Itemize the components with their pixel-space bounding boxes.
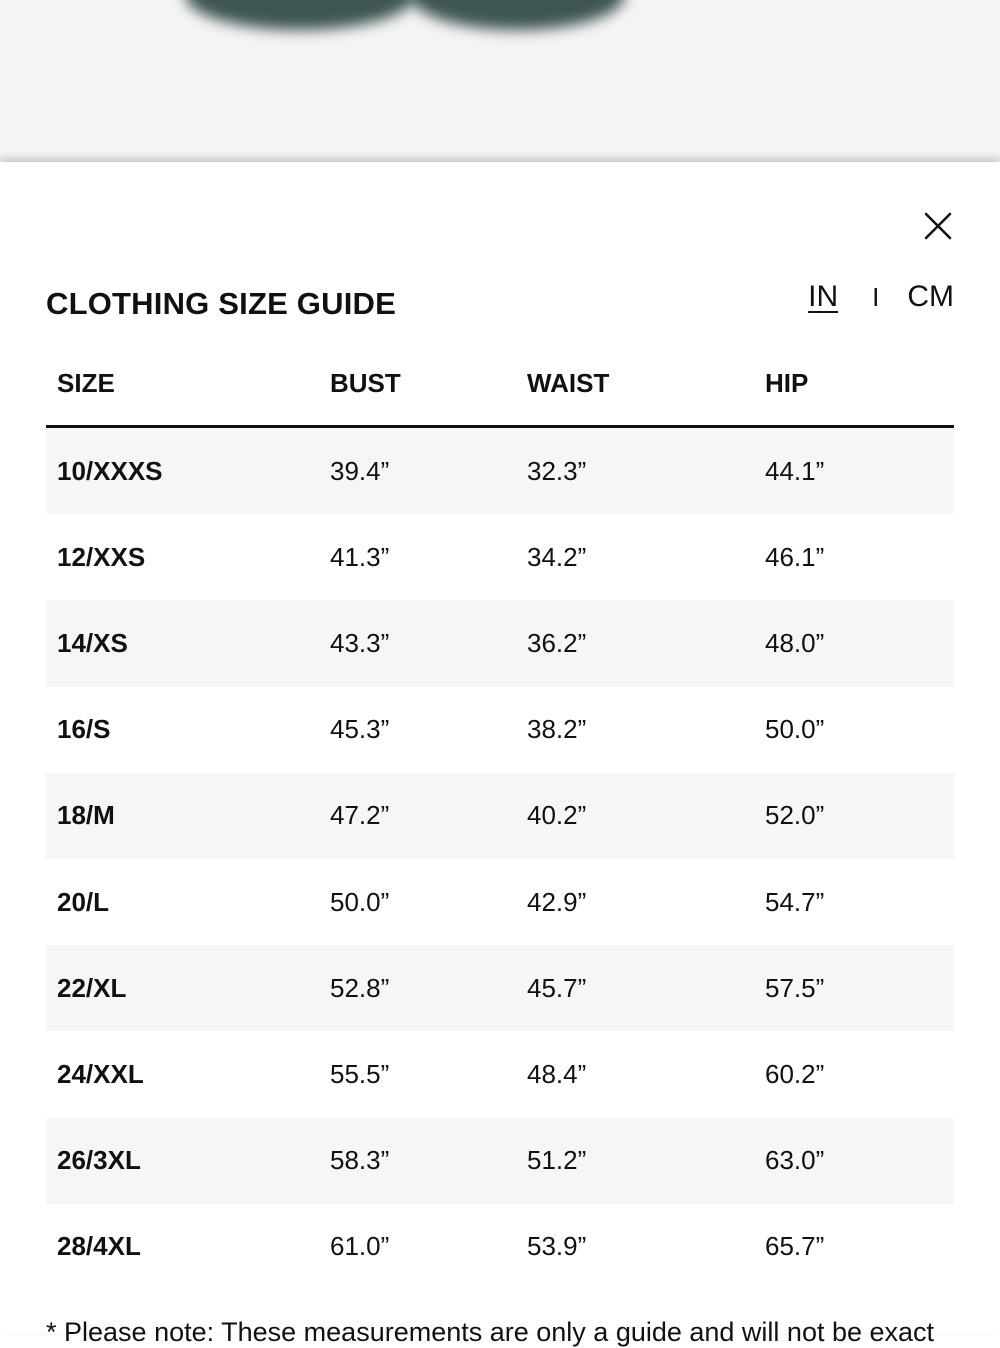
table-row [46,859,954,945]
unit-separator: I [872,281,880,312]
background-product-image [0,0,1000,162]
bust-cell: 50.0” [330,886,390,917]
hip-cell: 52.0” [765,800,825,831]
hip-cell: 60.2” [765,1058,825,1089]
size-table [46,342,954,1290]
waist-cell: 40.2” [527,800,587,831]
size-cell: 16/S [57,714,111,745]
header-size: SIZE [57,368,115,398]
waist-cell: 38.2” [527,714,587,745]
measurement-note: * Please note: These measurements are only a guide and will not be exact [46,1317,935,1347]
size-cell: 22/XL [57,972,127,1003]
waist-cell: 53.9” [527,1231,587,1262]
bust-cell: 43.3” [330,627,390,658]
table-row [46,1118,954,1204]
hip-cell: 65.7” [765,1231,825,1262]
close-button[interactable] [918,206,958,246]
bust-cell: 55.5” [330,1058,390,1089]
size-cell: 12/XXS [57,541,146,572]
hip-cell: 57.5” [765,972,825,1003]
waist-cell: 32.3” [527,455,587,486]
size-cell: 26/3XL [57,1145,141,1176]
bust-cell: 47.2” [330,800,390,831]
size-cell: 24/XXL [57,1058,144,1089]
hip-cell: 46.1” [765,541,825,572]
table-row [46,1031,954,1117]
table-row [46,687,954,773]
hip-cell: 54.7” [765,886,825,917]
waist-cell: 51.2” [527,1145,587,1176]
product-image-shape-right [410,0,625,30]
size-cell: 28/4XL [57,1231,141,1262]
size-guide-sheet [0,162,1000,1347]
product-image-shape-left [185,0,415,30]
bust-cell: 39.4” [330,455,390,486]
table-row [46,945,954,1031]
hip-cell: 63.0” [765,1145,825,1176]
unit-inches-link[interactable]: IN [808,280,839,313]
table-row [46,600,954,686]
waist-cell: 34.2” [527,541,587,572]
header-waist: WAIST [527,368,610,398]
hip-cell: 50.0” [765,714,825,745]
waist-cell: 45.7” [527,972,587,1003]
waist-cell: 42.9” [527,886,587,917]
size-cell: 18/M [57,800,115,831]
table-row [46,428,954,514]
size-cell: 14/XS [57,627,128,658]
hip-cell: 48.0” [765,627,825,658]
waist-cell: 48.4” [527,1058,587,1089]
size-cell: 10/XXXS [57,455,163,486]
waist-cell: 36.2” [527,627,587,658]
header-bust: BUST [330,368,401,398]
table-row [46,514,954,600]
header-hip: HIP [765,368,809,398]
unit-toggle [808,280,954,314]
bust-cell: 41.3” [330,541,390,572]
unit-cm-link[interactable]: CM [907,280,954,313]
bust-cell: 58.3” [330,1145,390,1176]
bust-cell: 61.0” [330,1231,390,1262]
table-row [46,1204,954,1290]
close-icon [918,206,958,246]
page-title: CLOTHING SIZE GUIDE [46,286,396,321]
table-row [46,773,954,859]
hip-cell: 44.1” [765,455,825,486]
table-header [46,342,954,428]
size-cell: 20/L [57,886,110,917]
bust-cell: 52.8” [330,972,390,1003]
bust-cell: 45.3” [330,714,390,745]
